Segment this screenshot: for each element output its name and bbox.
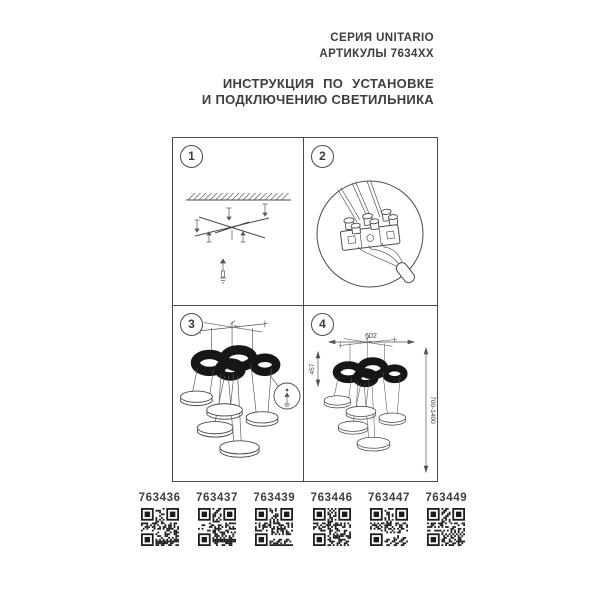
article-column	[303, 492, 360, 546]
instruction-title	[202, 76, 434, 108]
qr-code	[255, 508, 293, 546]
article-code: 763446	[310, 492, 353, 504]
instruction-title-line1: ИНСТРУКЦИЯ ПО УСТАНОВКЕ	[222, 76, 434, 91]
article-code: 763437	[196, 492, 238, 504]
article-list	[131, 492, 475, 546]
step-panel-2	[304, 138, 437, 306]
step-number-3: 3	[180, 313, 203, 336]
articles-label: АРТИКУЛЫ 7634XX	[319, 48, 434, 60]
article-code: 763436	[138, 492, 181, 504]
qr-code	[370, 508, 408, 546]
step-panel-3	[173, 306, 304, 481]
series-label: СЕРИЯ UNITARIO	[330, 32, 434, 44]
article-column	[131, 492, 188, 546]
step-panel-1	[173, 138, 304, 306]
step-number-1: 1	[180, 145, 203, 168]
dimension-canopy-height-label: 457	[309, 363, 316, 375]
article-code: 763439	[253, 492, 296, 504]
header	[202, 30, 434, 108]
step-number-4: 4	[311, 313, 334, 336]
qr-code	[313, 508, 351, 546]
article-column	[188, 492, 245, 546]
step-number-2: 2	[311, 145, 334, 168]
article-column	[246, 492, 303, 546]
article-code: 763447	[367, 492, 410, 504]
instruction-grid	[172, 137, 438, 482]
article-code: 763449	[425, 492, 468, 504]
qr-code	[198, 508, 236, 546]
dimension-width-label: 602	[365, 333, 377, 340]
step-panel-4	[304, 306, 437, 481]
article-column	[360, 492, 417, 546]
qr-code	[141, 508, 179, 546]
article-column	[418, 492, 475, 546]
instruction-title-line2: И ПОДКЛЮЧЕНИЮ СВЕТИЛЬНИКА	[201, 92, 434, 107]
dimension-suspension-height-label: 700-1400	[429, 396, 436, 424]
qr-code	[427, 508, 465, 546]
